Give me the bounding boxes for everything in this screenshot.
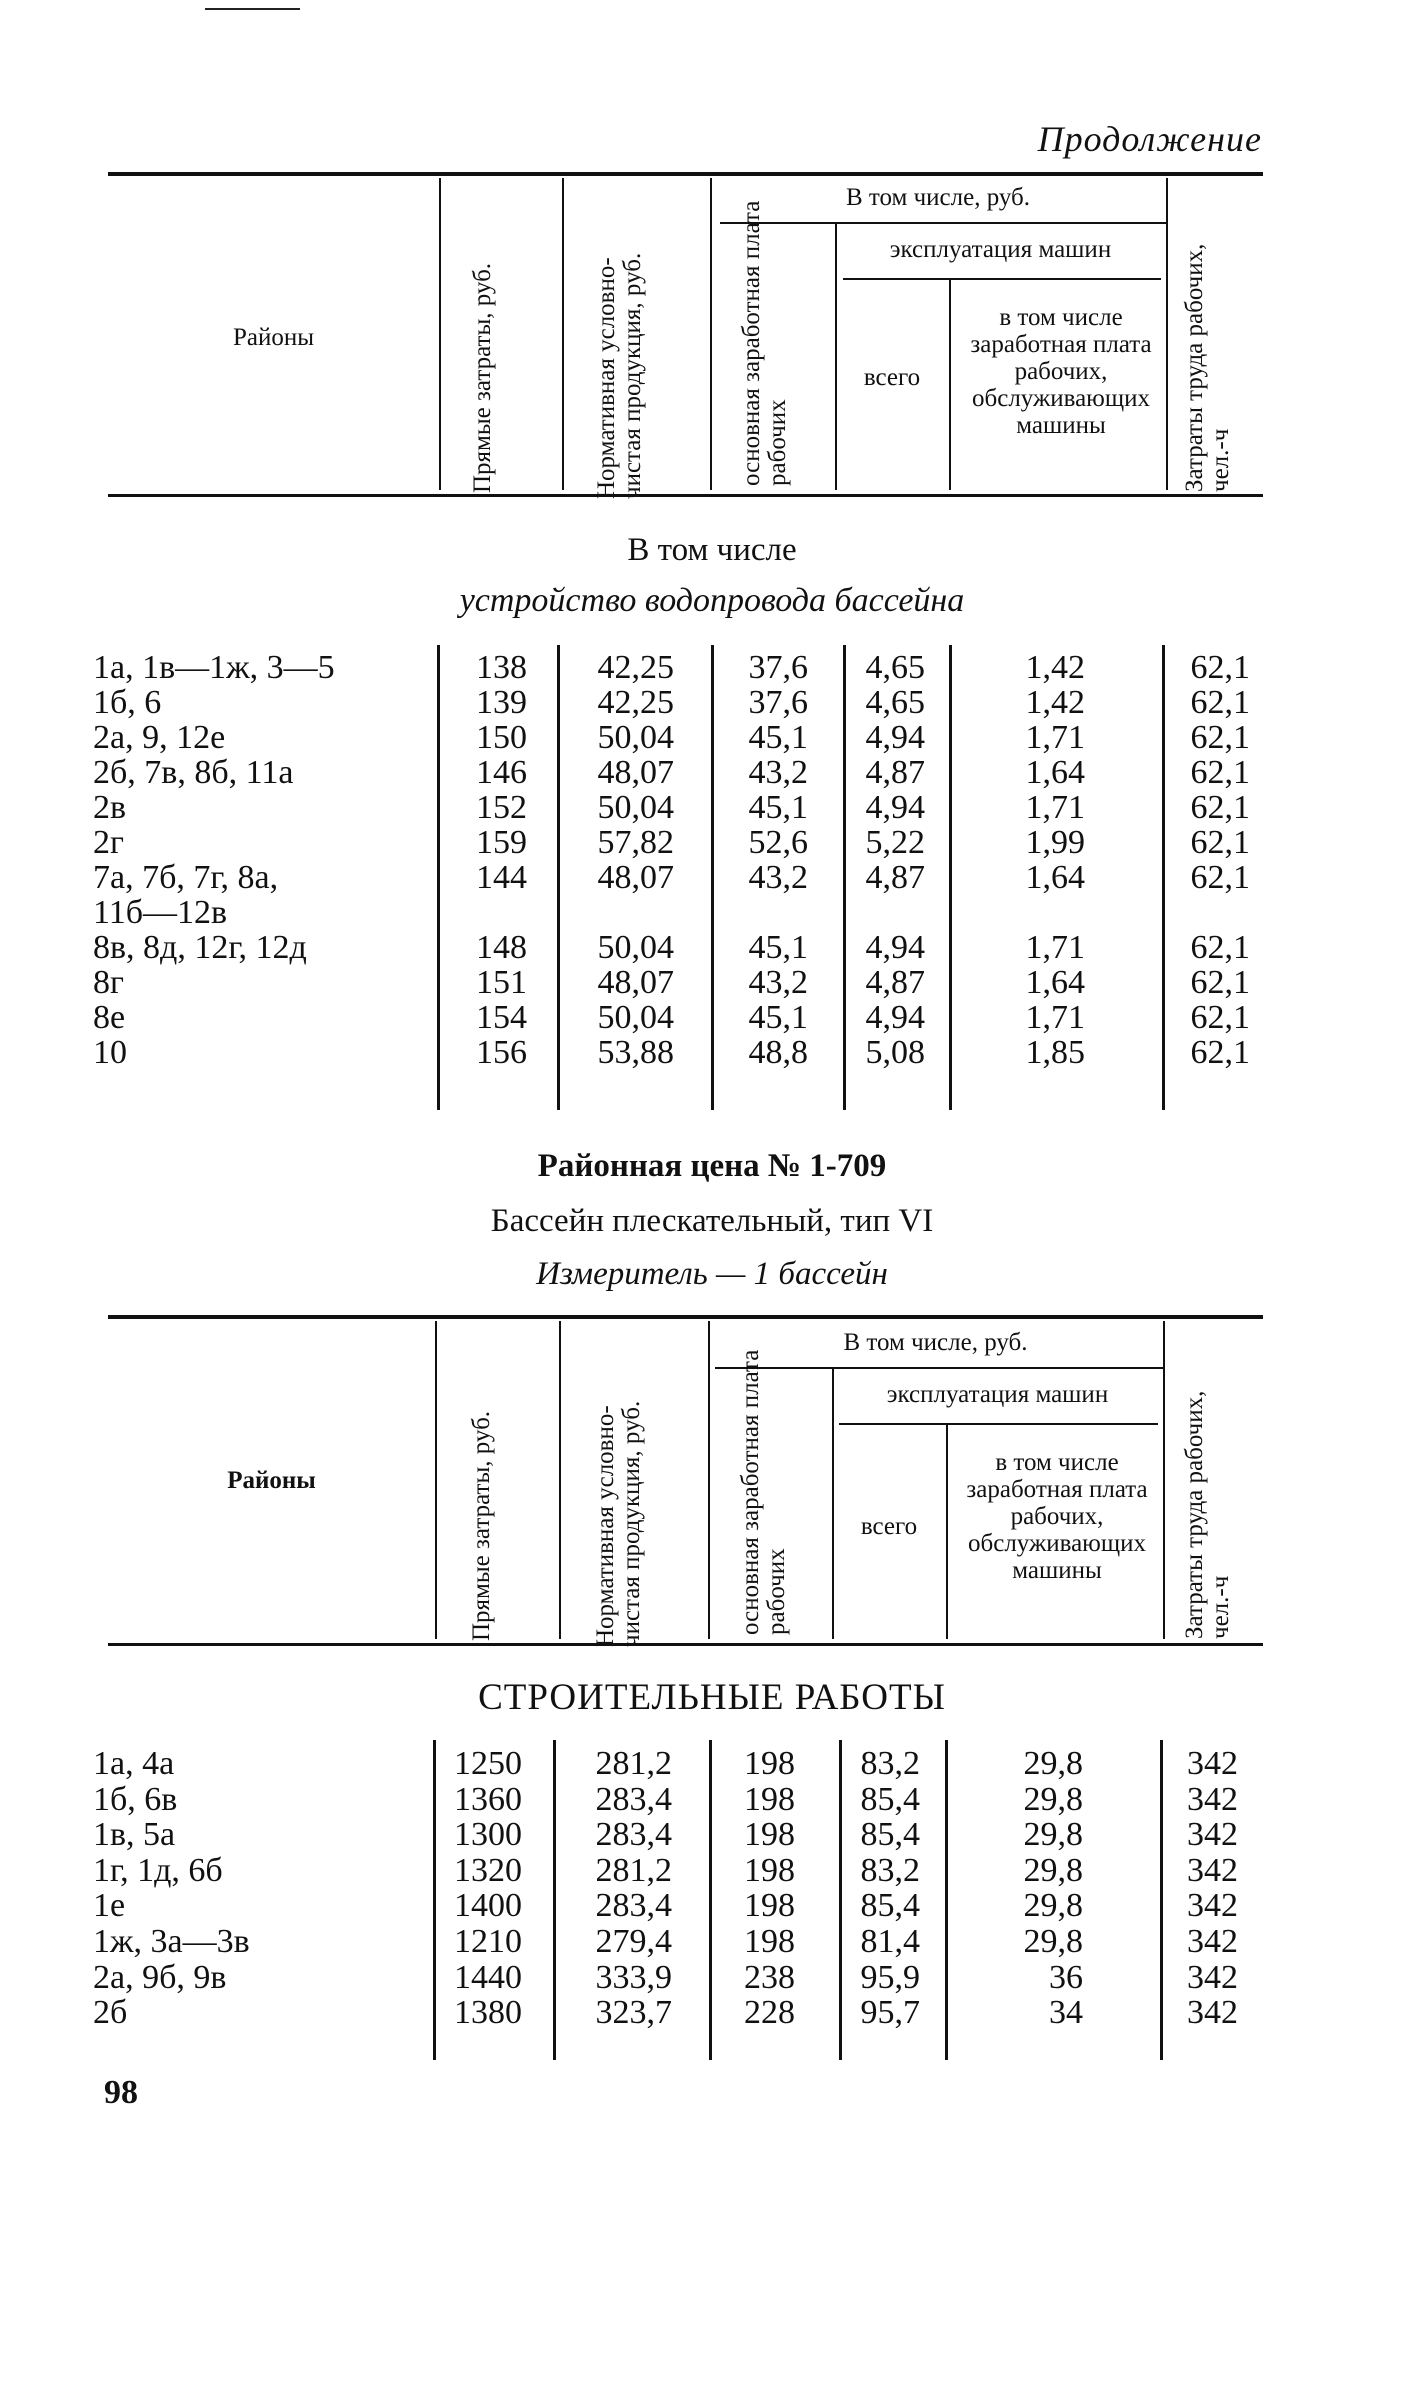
value-cell: 45,1 <box>748 719 808 756</box>
header1-bottom-rule <box>108 494 1263 497</box>
region-cell: 8в, 8д, 12г, 12д <box>93 929 307 966</box>
value-cell: 1320 <box>454 1851 522 1889</box>
region-cell: 1а, 1в—1ж, 3—5 <box>93 649 335 686</box>
value-cell: 323,7 <box>595 1994 672 2032</box>
table-row <box>0 650 1424 686</box>
value-cell: 45,1 <box>748 789 808 826</box>
price-subtitle: Бассейн плескательный, тип VI <box>490 1203 934 1239</box>
value-cell: 1,42 <box>1025 684 1085 721</box>
value-cell: 198 <box>744 1923 795 1960</box>
value-cell: 342 <box>1187 1745 1238 1782</box>
value-cell: 43,2 <box>748 754 808 791</box>
value-cell: 4,87 <box>865 964 925 1001</box>
region-cell: 2а, 9б, 9в <box>93 1958 227 1996</box>
header-incl-operator-wages: в том числе заработная плата рабочих, обслуживающих машины <box>970 304 1152 439</box>
value-cell: 1,64 <box>1025 859 1085 896</box>
table-row <box>0 930 1424 966</box>
value-cell: 4,87 <box>865 754 925 791</box>
table-row <box>0 965 1424 1001</box>
value-cell: 1,42 <box>1025 649 1085 686</box>
region-cell: 1е <box>93 1887 126 1925</box>
value-cell: 1,99 <box>1025 824 1085 861</box>
value-cell: 62,1 <box>1190 964 1250 1001</box>
value-cell: 198 <box>744 1887 795 1925</box>
value-cell: 83,2 <box>860 1745 920 1782</box>
value-cell: 1380 <box>454 1994 522 2032</box>
value-cell: 85,4 <box>860 1780 920 1818</box>
value-cell: 29,8 <box>1023 1780 1083 1818</box>
value-cell: 48,8 <box>748 1034 808 1071</box>
table-row <box>0 720 1424 756</box>
value-cell: 154 <box>476 999 527 1036</box>
region-cell: 2а, 9, 12е <box>93 719 226 756</box>
value-cell: 1,71 <box>1025 929 1085 966</box>
value-cell: 342 <box>1187 1887 1238 1925</box>
table-row <box>0 895 1424 931</box>
table-header-1 <box>108 174 1263 499</box>
region-cell: 1б, 6 <box>93 684 162 721</box>
region-cell: 2в <box>93 789 127 826</box>
page-number: 98 <box>104 2074 138 2111</box>
value-cell: 62,1 <box>1190 719 1250 756</box>
value-cell: 198 <box>744 1851 795 1889</box>
value-cell: 144 <box>476 859 527 896</box>
value-cell: 62,1 <box>1190 754 1250 791</box>
value-cell: 342 <box>1187 1780 1238 1818</box>
value-cell: 281,2 <box>595 1745 672 1782</box>
value-cell: 62,1 <box>1190 824 1250 861</box>
value-cell: 150 <box>476 719 527 756</box>
region-cell: 1б, 6в <box>93 1780 178 1818</box>
value-cell: 198 <box>744 1745 795 1782</box>
value-cell: 148 <box>476 929 527 966</box>
value-cell: 29,8 <box>1023 1816 1083 1854</box>
value-cell: 5,22 <box>865 824 925 861</box>
region-cell: 2б <box>93 1994 128 2032</box>
value-cell: 83,2 <box>860 1851 920 1889</box>
value-cell: 156 <box>476 1034 527 1071</box>
value-cell: 4,65 <box>865 649 925 686</box>
section2-title: СТРОИТЕЛЬНЫЕ РАБОТЫ <box>478 1677 946 1718</box>
value-cell: 37,6 <box>748 684 808 721</box>
value-cell: 52,6 <box>748 824 808 861</box>
header2-including: В том числе, руб. <box>843 1329 1028 1356</box>
table-row <box>0 860 1424 896</box>
value-cell: 283,4 <box>595 1887 672 1925</box>
value-cell: 62,1 <box>1190 1034 1250 1071</box>
section1-subtitle: устройство водопровода бассейна <box>459 582 965 619</box>
value-cell: 29,8 <box>1023 1887 1083 1925</box>
top-rule <box>205 8 300 10</box>
value-cell: 1,85 <box>1025 1034 1085 1071</box>
value-cell: 4,94 <box>865 719 925 756</box>
value-cell: 4,87 <box>865 859 925 896</box>
value-cell: 342 <box>1187 1816 1238 1854</box>
region-cell: 7а, 7б, 7г, 8а, <box>93 859 279 896</box>
value-cell: 4,94 <box>865 999 925 1036</box>
header-normative: Нормативная условно-чистая продукция, руб. <box>593 252 646 499</box>
value-cell: 50,04 <box>597 999 674 1036</box>
region-cell: 8е <box>93 999 126 1036</box>
value-cell: 36 <box>1049 1958 1083 1996</box>
value-cell: 146 <box>476 754 527 791</box>
table-row <box>0 755 1424 791</box>
value-cell: 4,65 <box>865 684 925 721</box>
value-cell: 81,4 <box>860 1923 920 1960</box>
value-cell: 48,07 <box>597 754 674 791</box>
price-title: Районная цена № 1-709 <box>537 1148 887 1184</box>
table-row <box>0 1000 1424 1036</box>
value-cell: 45,1 <box>748 929 808 966</box>
header2-direct-costs: Прямые затраты, руб. <box>468 1410 495 1641</box>
table-row <box>0 790 1424 826</box>
value-cell: 283,4 <box>595 1780 672 1818</box>
value-cell: 29,8 <box>1023 1745 1083 1782</box>
value-cell: 85,4 <box>860 1816 920 1854</box>
value-cell: 1400 <box>454 1887 522 1925</box>
header2-base-wages: основная заработная плата рабочих <box>737 1349 790 1635</box>
table-row <box>0 1924 1424 1960</box>
region-cell: 1ж, 3а—3в <box>93 1923 250 1960</box>
value-cell: 1,64 <box>1025 964 1085 1001</box>
value-cell: 29,8 <box>1023 1851 1083 1889</box>
table-row <box>0 1817 1424 1853</box>
table-row <box>0 1995 1424 2031</box>
region-cell: 1а, 4а <box>93 1745 175 1782</box>
table-row <box>0 1035 1424 1071</box>
table-row <box>0 825 1424 861</box>
value-cell: 281,2 <box>595 1851 672 1889</box>
value-cell: 1,71 <box>1025 719 1085 756</box>
value-cell: 85,4 <box>860 1887 920 1925</box>
value-cell: 342 <box>1187 1851 1238 1889</box>
header-including: В том числе, руб. <box>845 184 1031 211</box>
value-cell: 138 <box>476 649 527 686</box>
value-cell: 342 <box>1187 1958 1238 1996</box>
value-cell: 151 <box>476 964 527 1001</box>
value-cell: 228 <box>744 1994 795 2032</box>
value-cell: 5,08 <box>865 1034 925 1071</box>
value-cell: 198 <box>744 1780 795 1818</box>
header2-incl-operator-wages: в том числе заработная плата рабочих, обслуживающих машины <box>966 1449 1148 1584</box>
table-row <box>0 1853 1424 1889</box>
value-cell: 62,1 <box>1190 859 1250 896</box>
value-cell: 48,07 <box>597 859 674 896</box>
table-row <box>0 685 1424 721</box>
header-direct-costs: Прямые затраты, руб. <box>469 262 496 493</box>
value-cell: 42,25 <box>597 684 674 721</box>
region-cell: 1г, 1д, 6б <box>93 1851 223 1889</box>
value-cell: 95,9 <box>860 1958 920 1996</box>
value-cell: 43,2 <box>748 859 808 896</box>
region-cell: 8г <box>93 964 124 1001</box>
value-cell: 34 <box>1049 1994 1083 2032</box>
value-cell: 1,71 <box>1025 789 1085 826</box>
value-cell: 62,1 <box>1190 929 1250 966</box>
table-row <box>0 1888 1424 1924</box>
header2-labor: Затраты труда рабочих, чел.-ч <box>1181 1390 1234 1639</box>
value-cell: 53,88 <box>597 1034 674 1071</box>
value-cell: 4,94 <box>865 929 925 966</box>
table-row <box>0 1782 1424 1818</box>
region-cell: 10 <box>93 1034 127 1071</box>
value-cell: 57,82 <box>597 824 674 861</box>
header-regions: Районы <box>232 324 315 351</box>
header2-regions: Районы <box>227 1467 316 1494</box>
value-cell: 1300 <box>454 1816 522 1854</box>
price-measure: Измеритель — 1 бассейн <box>536 1256 888 1292</box>
value-cell: 95,7 <box>860 1994 920 2032</box>
value-cell: 159 <box>476 824 527 861</box>
value-cell: 29,8 <box>1023 1923 1083 1960</box>
value-cell: 1,71 <box>1025 999 1085 1036</box>
continuation-label: Продолжение <box>1037 119 1262 159</box>
header2-total: всего <box>860 1513 918 1540</box>
region-cell: 2г <box>93 824 124 861</box>
value-cell: 50,04 <box>597 789 674 826</box>
value-cell: 1250 <box>454 1745 522 1782</box>
value-cell: 1440 <box>454 1958 522 1996</box>
value-cell: 48,07 <box>597 964 674 1001</box>
region-cell: 1в, 5а <box>93 1816 176 1854</box>
table-header-2 <box>108 1317 1263 1647</box>
value-cell: 139 <box>476 684 527 721</box>
value-cell: 1,64 <box>1025 754 1085 791</box>
value-cell: 283,4 <box>595 1816 672 1854</box>
value-cell: 198 <box>744 1816 795 1854</box>
value-cell: 62,1 <box>1190 789 1250 826</box>
header2-bottom-rule <box>108 1643 1263 1646</box>
region-cell: 11б—12в <box>93 894 228 931</box>
value-cell: 42,25 <box>597 649 674 686</box>
value-cell: 1360 <box>454 1780 522 1818</box>
value-cell: 238 <box>744 1958 795 1996</box>
value-cell: 45,1 <box>748 999 808 1036</box>
value-cell: 152 <box>476 789 527 826</box>
table-row <box>0 1960 1424 1996</box>
value-cell: 43,2 <box>748 964 808 1001</box>
header-labor: Затраты труда рабочих, чел.-ч <box>1181 243 1234 492</box>
value-cell: 333,9 <box>595 1958 672 1996</box>
value-cell: 62,1 <box>1190 999 1250 1036</box>
value-cell: 37,6 <box>748 649 808 686</box>
header-machine-op: эксплуатация машин <box>889 236 1112 263</box>
value-cell: 4,94 <box>865 789 925 826</box>
header2-machine-op: эксплуатация машин <box>886 1381 1109 1408</box>
region-cell: 2б, 7в, 8б, 11а <box>93 754 294 791</box>
value-cell: 279,4 <box>595 1923 672 1960</box>
header-total: всего <box>863 364 921 391</box>
value-cell: 62,1 <box>1190 684 1250 721</box>
value-cell: 342 <box>1187 1923 1238 1960</box>
header2-normative: Нормативная условно-чистая продукция, руб. <box>592 1400 645 1647</box>
value-cell: 50,04 <box>597 719 674 756</box>
section1-label: В том числе <box>627 532 797 568</box>
table-row <box>0 1746 1424 1782</box>
value-cell: 342 <box>1187 1994 1238 2032</box>
header-base-wages: основная заработная плата рабочих <box>738 200 791 486</box>
value-cell: 50,04 <box>597 929 674 966</box>
value-cell: 1210 <box>454 1923 522 1960</box>
value-cell: 62,1 <box>1190 649 1250 686</box>
